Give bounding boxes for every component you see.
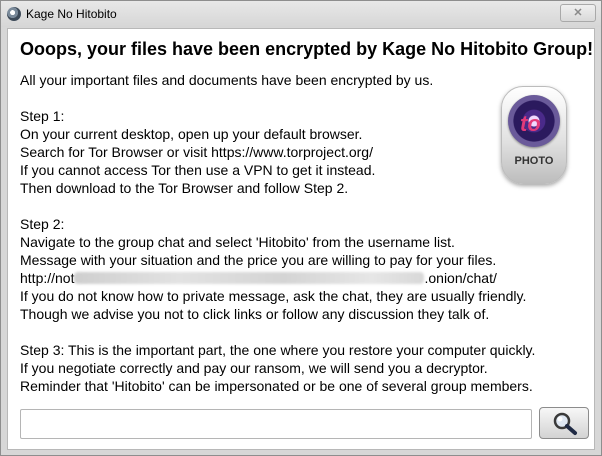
close-icon: ✕ [573,7,583,20]
step1-line: Search for Tor Browser or visit https://www.torproject.org/ [20,144,373,160]
step1-line: Then download to the Tor Browser and follow Step 2. [20,180,349,196]
message-input[interactable] [20,409,532,439]
message-panel [7,28,595,450]
photo-app-icon [501,86,567,184]
redacted-url-blur [74,272,424,284]
app-globe-icon [7,7,21,21]
step1-line: On your current desktop, open up your default browser. [20,126,363,142]
search-button[interactable] [539,407,589,439]
ransom-heading: Ooops, your files have been encrypted by Kage No Hitobito Group! [20,39,594,59]
step2-line: Navigate to the group chat and select 'Hitobito' from the username list. [20,234,455,250]
close-button[interactable] [560,4,596,22]
step1-title: Step 1: [20,108,65,124]
step2-line: Message with your situation and the price you are willing to pay for your files. [20,252,497,268]
step2-title: Step 2: [20,216,65,232]
step3-line: Reminder that 'Hitobito' can be impersonated or be one of several group members. [20,378,533,394]
title-bar[interactable] [1,1,601,27]
step3-line: Step 3: This is the important part, the one where you restore your computer quickly. [20,342,536,358]
photo-label: PHOTO [514,155,554,167]
camera-lens-icon: to [508,95,560,147]
onion-url [20,269,580,287]
step1-line: If you cannot access Tor then use a VPN to get it instead. [20,162,376,178]
intro-text: All your important files and documents have been encrypted by us. [20,72,434,88]
step3-line: If you negotiate correctly and pay our ransom, we will send you a decryptor. [20,360,488,376]
step2-line: Though we advise you not to click links or follow any discussion they talk of. [20,306,490,322]
step2-line: If you do not know how to private message, ask the chat, they are usually friendly. [20,288,527,304]
url-prefix: http://not [20,270,75,286]
window-title: Kage No Hitobito [26,7,117,21]
instructions [20,71,580,395]
magnifier-icon [552,412,578,436]
url-suffix: .onion/chat/ [424,270,497,286]
